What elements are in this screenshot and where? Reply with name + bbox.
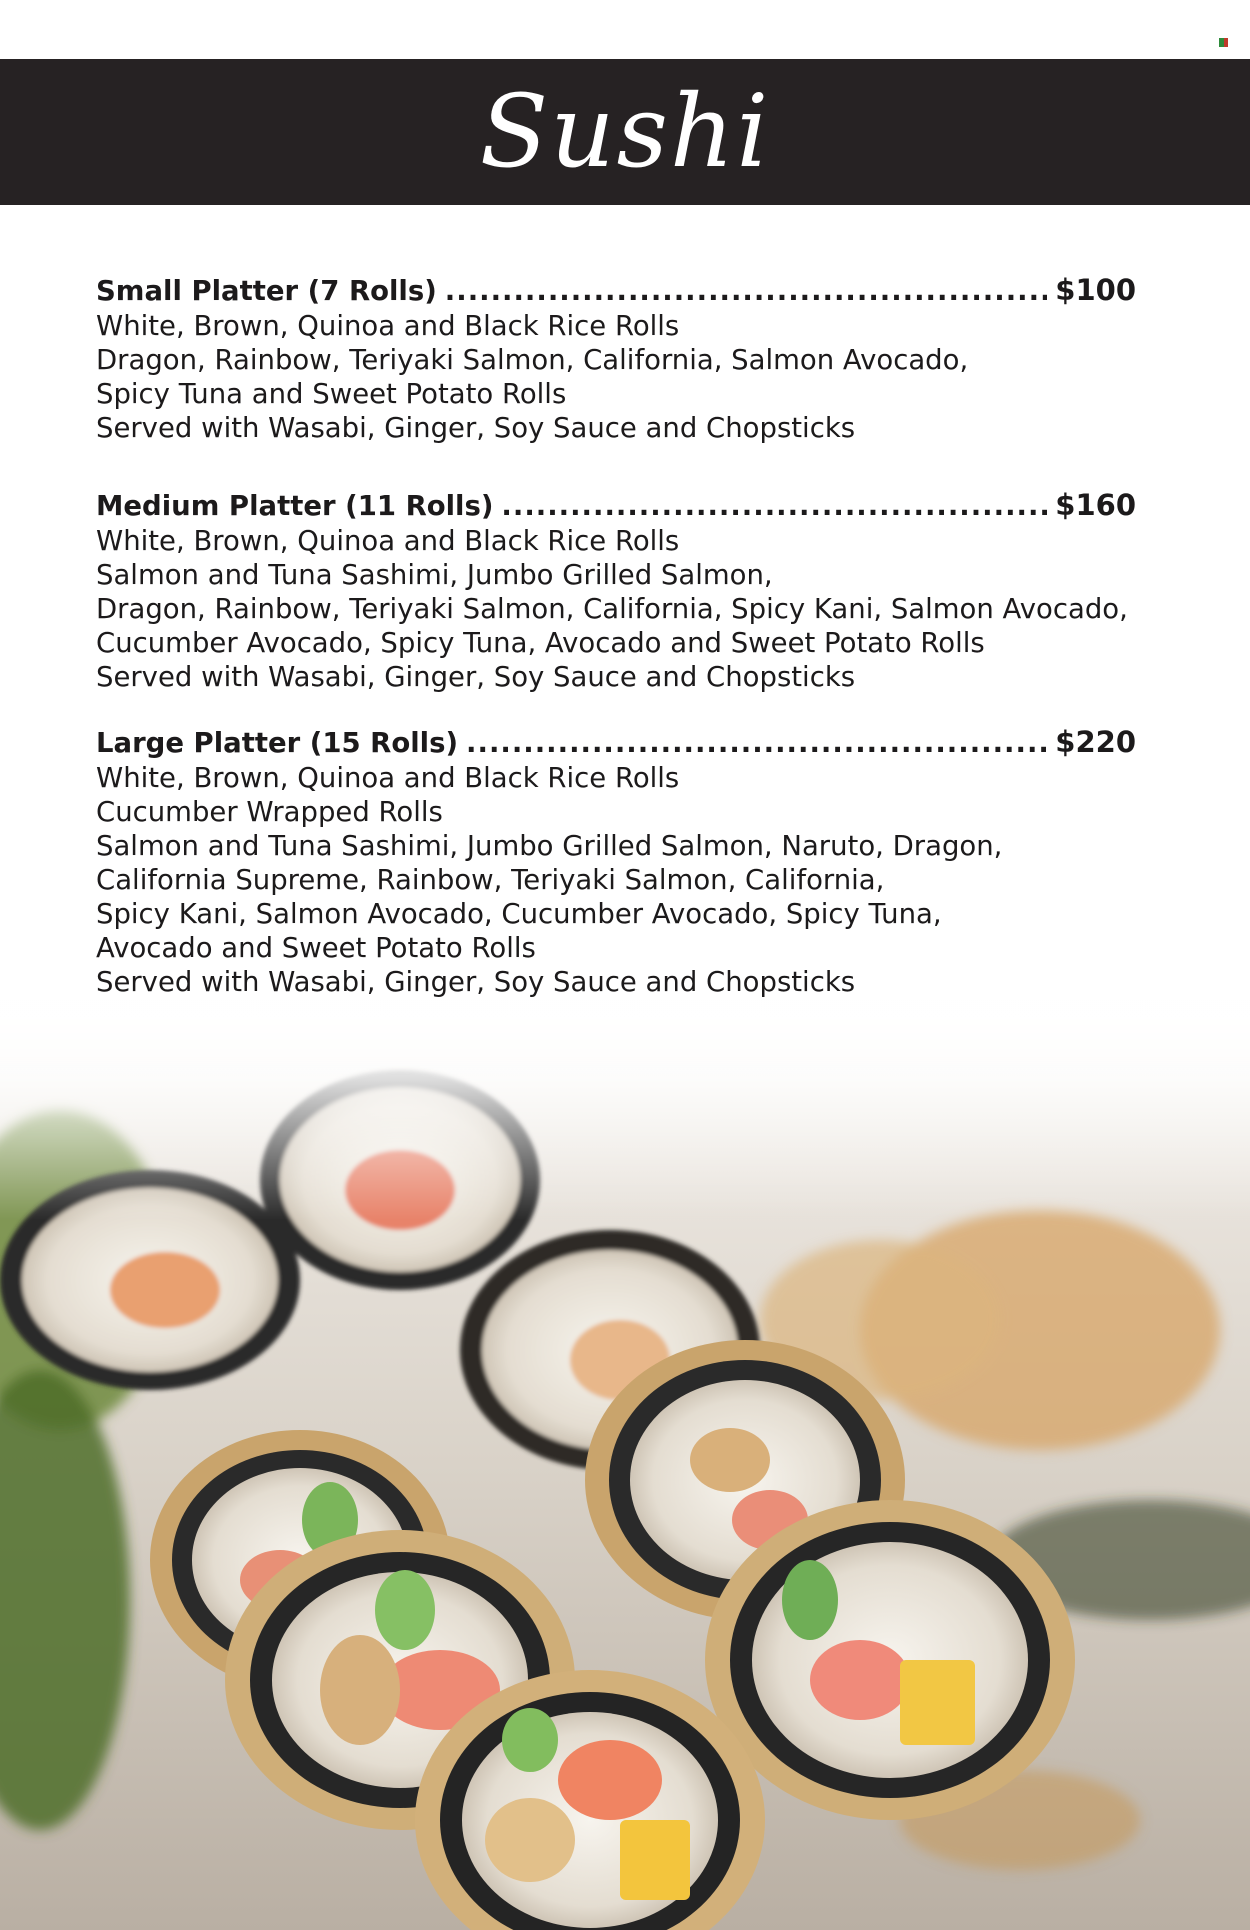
menu-item-name: Large Platter (15 Rolls) (96, 727, 459, 759)
page-title: Sushi (479, 73, 771, 190)
sushi-photo (0, 1000, 1250, 1930)
menu-item-description-line: Served with Wasabi, Ginger, Soy Sauce and Chopsticks (96, 412, 856, 444)
menu-item-description-line: Dragon, Rainbow, Teriyaki Salmon, California, Salmon Avocado, (96, 344, 969, 376)
menu-item-name: Small Platter (7 Rolls) (96, 275, 437, 307)
menu-item-description-line: Cucumber Avocado, Spicy Tuna, Avocado and Sweet Potato Rolls (96, 627, 985, 659)
menu-item-description-line: Dragon, Rainbow, Teriyaki Salmon, California, Spicy Kani, Salmon Avocado, (96, 593, 1128, 625)
menu-item-header (96, 487, 1136, 524)
menu-item-medium-platter (96, 487, 1136, 694)
menu-item-description-line: Spicy Tuna and Sweet Potato Rolls (96, 378, 567, 410)
dot-leader (466, 725, 1047, 761)
menu-item-description-line: Served with Wasabi, Ginger, Soy Sauce and Chopsticks (96, 966, 856, 998)
menu-item-price: $100 (1055, 273, 1136, 307)
menu-item-description-line: Avocado and Sweet Potato Rolls (96, 932, 536, 964)
menu-item-description-line: White, Brown, Quinoa and Black Rice Rolls (96, 762, 680, 794)
photo-fade (0, 1000, 1250, 1220)
menu-item-description-line: White, Brown, Quinoa and Black Rice Rolls (96, 310, 680, 342)
dot-leader (445, 273, 1047, 309)
menu-item-description-line: Salmon and Tuna Sashimi, Jumbo Grilled Salmon, (96, 559, 773, 591)
menu-item-description-line: White, Brown, Quinoa and Black Rice Rolls (96, 525, 680, 557)
menu-item-header (96, 272, 1136, 309)
menu-item-price: $220 (1055, 725, 1136, 759)
corner-mark-icon (1219, 38, 1228, 47)
menu-item-name: Medium Platter (11 Rolls) (96, 490, 494, 522)
menu-item-description-line: Spicy Kani, Salmon Avocado, Cucumber Avocado, Spicy Tuna, (96, 898, 942, 930)
title-banner (0, 59, 1250, 205)
menu-list (96, 272, 1136, 1041)
menu-item-description-line: California Supreme, Rainbow, Teriyaki Salmon, California, (96, 864, 885, 896)
menu-item-description-line: Salmon and Tuna Sashimi, Jumbo Grilled Salmon, Naruto, Dragon, (96, 830, 1003, 862)
menu-item-large-platter (96, 724, 1136, 999)
menu-item-small-platter (96, 272, 1136, 445)
menu-item-description-line: Served with Wasabi, Ginger, Soy Sauce and Chopsticks (96, 661, 856, 693)
dot-leader (501, 488, 1047, 524)
menu-item-header (96, 724, 1136, 761)
menu-item-description-line: Cucumber Wrapped Rolls (96, 796, 443, 828)
menu-item-price: $160 (1055, 488, 1136, 522)
